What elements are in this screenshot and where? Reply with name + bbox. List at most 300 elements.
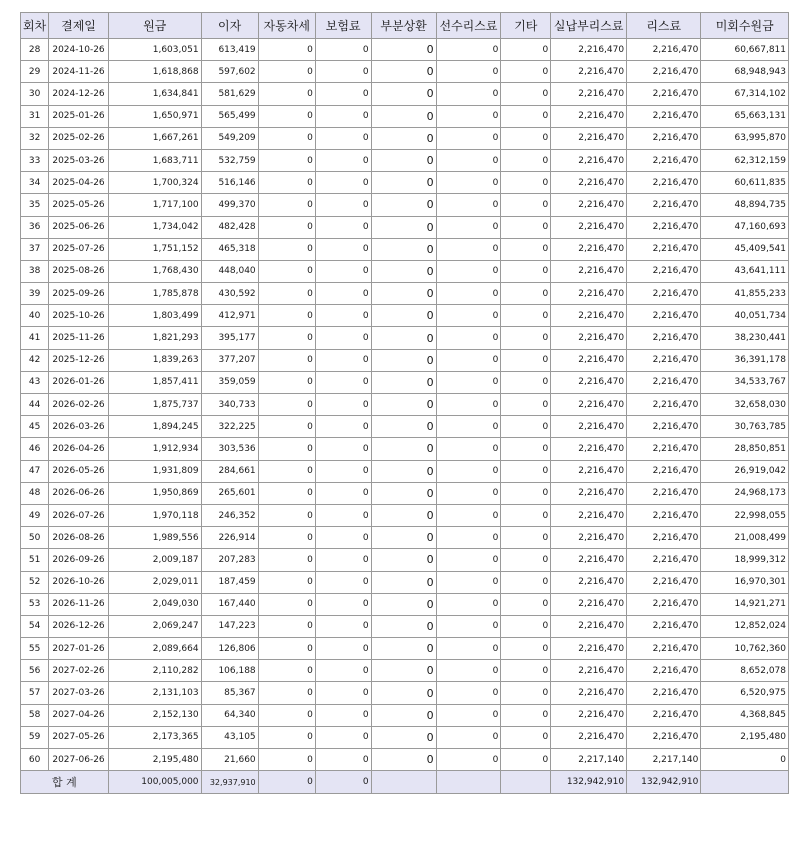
cell-actual-payment: 2,216,470 [551,504,627,526]
cell-insurance: 0 [315,216,371,238]
cell-prepaid-lease: 0 [436,127,501,149]
cell-lease-fee: 2,216,470 [627,260,701,282]
table-row [21,615,789,637]
cell-car-tax: 0 [258,749,315,771]
cell-principal: 2,069,247 [108,615,201,637]
table-row [21,283,789,305]
table-row [21,216,789,238]
cell-partial-repayment: 0 [371,394,436,416]
cell-prepaid-lease: 0 [436,327,501,349]
cell-remaining-principal: 34,533,767 [701,371,789,393]
cell-car-tax: 0 [258,460,315,482]
cell-installment: 51 [21,549,49,571]
cell-lease-fee: 2,216,470 [627,238,701,260]
cell-other: 0 [501,571,551,593]
totals-lease-fee: 132,942,910 [627,771,701,794]
cell-principal: 1,821,293 [108,327,201,349]
cell-payment-date: 2024-10-26 [49,39,109,61]
cell-partial-repayment: 0 [371,615,436,637]
cell-payment-date: 2027-06-26 [49,749,109,771]
cell-car-tax: 0 [258,371,315,393]
cell-payment-date: 2026-09-26 [49,549,109,571]
cell-car-tax: 0 [258,615,315,637]
cell-car-tax: 0 [258,39,315,61]
cell-interest: 395,177 [201,327,258,349]
cell-lease-fee: 2,216,470 [627,726,701,748]
cell-partial-repayment: 0 [371,172,436,194]
col-header-partial-repayment: 부분상환 [371,13,436,39]
table-row [21,660,789,682]
cell-interest: 597,602 [201,61,258,83]
cell-partial-repayment: 0 [371,61,436,83]
cell-partial-repayment: 0 [371,371,436,393]
cell-partial-repayment: 0 [371,749,436,771]
totals-label: 합 계 [21,771,109,794]
cell-principal: 2,029,011 [108,571,201,593]
table-row [21,349,789,371]
cell-car-tax: 0 [258,172,315,194]
cell-other: 0 [501,127,551,149]
table-row [21,194,789,216]
cell-principal: 1,912,934 [108,438,201,460]
cell-installment: 35 [21,194,49,216]
cell-remaining-principal: 26,919,042 [701,460,789,482]
cell-insurance: 0 [315,394,371,416]
col-header-installment: 회차 [21,13,49,39]
cell-interest: 482,428 [201,216,258,238]
cell-payment-date: 2026-04-26 [49,438,109,460]
cell-prepaid-lease: 0 [436,682,501,704]
cell-insurance: 0 [315,549,371,571]
cell-interest: 167,440 [201,593,258,615]
cell-other: 0 [501,749,551,771]
cell-insurance: 0 [315,127,371,149]
cell-actual-payment: 2,216,470 [551,482,627,504]
cell-lease-fee: 2,216,470 [627,194,701,216]
cell-partial-repayment: 0 [371,260,436,282]
cell-payment-date: 2026-11-26 [49,593,109,615]
cell-lease-fee: 2,216,470 [627,571,701,593]
cell-installment: 29 [21,61,49,83]
cell-principal: 1,650,971 [108,105,201,127]
cell-insurance: 0 [315,327,371,349]
cell-payment-date: 2025-02-26 [49,127,109,149]
cell-car-tax: 0 [258,593,315,615]
table-row [21,416,789,438]
cell-principal: 1,751,152 [108,238,201,260]
cell-payment-date: 2025-10-26 [49,305,109,327]
cell-other: 0 [501,638,551,660]
cell-other: 0 [501,327,551,349]
cell-insurance: 0 [315,194,371,216]
table-row [21,460,789,482]
cell-principal: 1,931,809 [108,460,201,482]
cell-installment: 52 [21,571,49,593]
cell-payment-date: 2025-01-26 [49,105,109,127]
cell-interest: 43,105 [201,726,258,748]
cell-other: 0 [501,216,551,238]
cell-installment: 57 [21,682,49,704]
table-row [21,327,789,349]
col-header-other: 기타 [501,13,551,39]
table-row [21,749,789,771]
cell-remaining-principal: 16,970,301 [701,571,789,593]
cell-prepaid-lease: 0 [436,349,501,371]
cell-remaining-principal: 28,850,851 [701,438,789,460]
cell-prepaid-lease: 0 [436,638,501,660]
cell-payment-date: 2024-11-26 [49,61,109,83]
cell-installment: 60 [21,749,49,771]
cell-payment-date: 2026-12-26 [49,615,109,637]
cell-car-tax: 0 [258,283,315,305]
cell-installment: 56 [21,660,49,682]
cell-remaining-principal: 10,762,360 [701,638,789,660]
cell-lease-fee: 2,216,470 [627,127,701,149]
cell-actual-payment: 2,216,470 [551,238,627,260]
cell-remaining-principal: 60,667,811 [701,39,789,61]
cell-lease-fee: 2,216,470 [627,438,701,460]
cell-lease-fee: 2,216,470 [627,83,701,105]
cell-insurance: 0 [315,504,371,526]
cell-installment: 31 [21,105,49,127]
cell-insurance: 0 [315,460,371,482]
col-header-insurance: 보험료 [315,13,371,39]
col-header-actual-payment: 실납부리스료 [551,13,627,39]
cell-actual-payment: 2,216,470 [551,83,627,105]
cell-other: 0 [501,460,551,482]
cell-interest: 377,207 [201,349,258,371]
cell-actual-payment: 2,216,470 [551,349,627,371]
cell-car-tax: 0 [258,327,315,349]
cell-insurance: 0 [315,482,371,504]
cell-principal: 2,131,103 [108,682,201,704]
table-row [21,83,789,105]
cell-lease-fee: 2,216,470 [627,216,701,238]
cell-insurance: 0 [315,305,371,327]
cell-car-tax: 0 [258,394,315,416]
cell-principal: 2,110,282 [108,660,201,682]
cell-partial-repayment: 0 [371,305,436,327]
cell-insurance: 0 [315,438,371,460]
cell-insurance: 0 [315,238,371,260]
table-row [21,638,789,660]
cell-other: 0 [501,482,551,504]
cell-interest: 226,914 [201,527,258,549]
cell-partial-repayment: 0 [371,349,436,371]
cell-other: 0 [501,238,551,260]
totals-row [21,771,789,794]
cell-interest: 359,059 [201,371,258,393]
cell-interest: 106,188 [201,660,258,682]
cell-prepaid-lease: 0 [436,482,501,504]
cell-prepaid-lease: 0 [436,704,501,726]
cell-insurance: 0 [315,149,371,171]
cell-car-tax: 0 [258,704,315,726]
cell-insurance: 0 [315,105,371,127]
cell-car-tax: 0 [258,238,315,260]
table-row [21,482,789,504]
cell-remaining-principal: 38,230,441 [701,327,789,349]
cell-other: 0 [501,549,551,571]
cell-insurance: 0 [315,172,371,194]
cell-remaining-principal: 48,894,735 [701,194,789,216]
cell-installment: 32 [21,127,49,149]
cell-car-tax: 0 [258,504,315,526]
cell-principal: 1,950,869 [108,482,201,504]
cell-principal: 1,839,263 [108,349,201,371]
cell-remaining-principal: 65,663,131 [701,105,789,127]
cell-prepaid-lease: 0 [436,571,501,593]
table-row [21,504,789,526]
cell-payment-date: 2027-02-26 [49,660,109,682]
cell-installment: 58 [21,704,49,726]
cell-partial-repayment: 0 [371,327,436,349]
cell-remaining-principal: 14,921,271 [701,593,789,615]
cell-car-tax: 0 [258,571,315,593]
totals-other [501,771,551,794]
cell-principal: 2,049,030 [108,593,201,615]
cell-lease-fee: 2,216,470 [627,327,701,349]
cell-actual-payment: 2,216,470 [551,127,627,149]
cell-partial-repayment: 0 [371,416,436,438]
cell-lease-fee: 2,216,470 [627,283,701,305]
cell-interest: 207,283 [201,549,258,571]
table-row [21,61,789,83]
cell-prepaid-lease: 0 [436,416,501,438]
cell-principal: 1,894,245 [108,416,201,438]
cell-principal: 2,195,480 [108,749,201,771]
cell-remaining-principal: 67,314,102 [701,83,789,105]
cell-payment-date: 2027-01-26 [49,638,109,660]
cell-installment: 49 [21,504,49,526]
cell-installment: 55 [21,638,49,660]
cell-payment-date: 2025-08-26 [49,260,109,282]
totals-partial-repayment [371,771,436,794]
cell-principal: 2,152,130 [108,704,201,726]
cell-other: 0 [501,704,551,726]
cell-actual-payment: 2,216,470 [551,571,627,593]
cell-prepaid-lease: 0 [436,216,501,238]
cell-partial-repayment: 0 [371,39,436,61]
cell-car-tax: 0 [258,482,315,504]
cell-principal: 2,173,365 [108,726,201,748]
cell-other: 0 [501,371,551,393]
cell-partial-repayment: 0 [371,638,436,660]
cell-installment: 47 [21,460,49,482]
cell-actual-payment: 2,216,470 [551,260,627,282]
cell-payment-date: 2025-07-26 [49,238,109,260]
cell-installment: 46 [21,438,49,460]
table-header [21,13,789,39]
cell-prepaid-lease: 0 [436,593,501,615]
table-row [21,105,789,127]
cell-principal: 1,667,261 [108,127,201,149]
cell-car-tax: 0 [258,726,315,748]
cell-car-tax: 0 [258,83,315,105]
cell-principal: 1,634,841 [108,83,201,105]
cell-insurance: 0 [315,283,371,305]
cell-prepaid-lease: 0 [436,61,501,83]
cell-interest: 187,459 [201,571,258,593]
cell-payment-date: 2026-10-26 [49,571,109,593]
cell-other: 0 [501,593,551,615]
cell-interest: 322,225 [201,416,258,438]
cell-lease-fee: 2,216,470 [627,394,701,416]
cell-actual-payment: 2,216,470 [551,149,627,171]
cell-remaining-principal: 24,968,173 [701,482,789,504]
cell-remaining-principal: 40,051,734 [701,305,789,327]
cell-insurance: 0 [315,571,371,593]
cell-installment: 48 [21,482,49,504]
cell-insurance: 0 [315,527,371,549]
cell-remaining-principal: 41,855,233 [701,283,789,305]
cell-installment: 54 [21,615,49,637]
cell-other: 0 [501,61,551,83]
totals-prepaid-lease [436,771,501,794]
table-row [21,682,789,704]
cell-principal: 1,857,411 [108,371,201,393]
table-row [21,549,789,571]
cell-prepaid-lease: 0 [436,549,501,571]
cell-partial-repayment: 0 [371,83,436,105]
cell-interest: 147,223 [201,615,258,637]
table-row [21,149,789,171]
cell-remaining-principal: 60,611,835 [701,172,789,194]
cell-installment: 30 [21,83,49,105]
cell-actual-payment: 2,216,470 [551,194,627,216]
cell-installment: 43 [21,371,49,393]
cell-payment-date: 2024-12-26 [49,83,109,105]
cell-principal: 1,734,042 [108,216,201,238]
cell-partial-repayment: 0 [371,549,436,571]
cell-remaining-principal: 30,763,785 [701,416,789,438]
cell-actual-payment: 2,216,470 [551,216,627,238]
cell-actual-payment: 2,216,470 [551,527,627,549]
cell-prepaid-lease: 0 [436,660,501,682]
cell-insurance: 0 [315,371,371,393]
cell-principal: 1,768,430 [108,260,201,282]
cell-actual-payment: 2,216,470 [551,615,627,637]
cell-lease-fee: 2,216,470 [627,460,701,482]
cell-installment: 39 [21,283,49,305]
cell-remaining-principal: 45,409,541 [701,238,789,260]
cell-other: 0 [501,305,551,327]
cell-lease-fee: 2,217,140 [627,749,701,771]
cell-principal: 1,803,499 [108,305,201,327]
cell-other: 0 [501,105,551,127]
cell-installment: 40 [21,305,49,327]
cell-insurance: 0 [315,39,371,61]
cell-interest: 126,806 [201,638,258,660]
cell-interest: 85,367 [201,682,258,704]
cell-lease-fee: 2,216,470 [627,61,701,83]
cell-other: 0 [501,394,551,416]
cell-interest: 265,601 [201,482,258,504]
table-row [21,571,789,593]
table-row [21,527,789,549]
cell-remaining-principal: 22,998,055 [701,504,789,526]
cell-actual-payment: 2,216,470 [551,39,627,61]
cell-principal: 1,717,100 [108,194,201,216]
col-header-payment-date: 결제일 [49,13,109,39]
col-header-remaining-principal: 미회수원금 [701,13,789,39]
cell-payment-date: 2025-09-26 [49,283,109,305]
cell-insurance: 0 [315,660,371,682]
cell-principal: 1,700,324 [108,172,201,194]
cell-actual-payment: 2,216,470 [551,394,627,416]
cell-remaining-principal: 36,391,178 [701,349,789,371]
cell-payment-date: 2027-05-26 [49,726,109,748]
cell-partial-repayment: 0 [371,482,436,504]
table-row [21,260,789,282]
cell-insurance: 0 [315,61,371,83]
cell-interest: 303,536 [201,438,258,460]
cell-interest: 64,340 [201,704,258,726]
cell-installment: 59 [21,726,49,748]
cell-payment-date: 2025-06-26 [49,216,109,238]
cell-payment-date: 2026-08-26 [49,527,109,549]
cell-partial-repayment: 0 [371,726,436,748]
cell-car-tax: 0 [258,682,315,704]
cell-remaining-principal: 6,520,975 [701,682,789,704]
cell-prepaid-lease: 0 [436,615,501,637]
cell-insurance: 0 [315,593,371,615]
cell-prepaid-lease: 0 [436,283,501,305]
cell-other: 0 [501,527,551,549]
totals-remaining-principal [701,771,789,794]
cell-interest: 284,661 [201,460,258,482]
cell-installment: 42 [21,349,49,371]
cell-prepaid-lease: 0 [436,438,501,460]
cell-partial-repayment: 0 [371,194,436,216]
cell-actual-payment: 2,216,470 [551,704,627,726]
cell-payment-date: 2027-03-26 [49,682,109,704]
cell-car-tax: 0 [258,149,315,171]
lease-schedule-table [20,12,789,794]
cell-partial-repayment: 0 [371,149,436,171]
cell-remaining-principal: 68,948,943 [701,61,789,83]
cell-car-tax: 0 [258,305,315,327]
cell-lease-fee: 2,216,470 [627,527,701,549]
cell-actual-payment: 2,216,470 [551,549,627,571]
cell-lease-fee: 2,216,470 [627,305,701,327]
cell-interest: 430,592 [201,283,258,305]
cell-installment: 36 [21,216,49,238]
cell-car-tax: 0 [258,438,315,460]
cell-car-tax: 0 [258,61,315,83]
cell-actual-payment: 2,216,470 [551,593,627,615]
cell-partial-repayment: 0 [371,660,436,682]
cell-lease-fee: 2,216,470 [627,482,701,504]
cell-interest: 499,370 [201,194,258,216]
cell-lease-fee: 2,216,470 [627,704,701,726]
cell-installment: 45 [21,416,49,438]
cell-car-tax: 0 [258,549,315,571]
cell-partial-repayment: 0 [371,216,436,238]
cell-payment-date: 2025-03-26 [49,149,109,171]
cell-remaining-principal: 8,652,078 [701,660,789,682]
cell-lease-fee: 2,216,470 [627,593,701,615]
cell-lease-fee: 2,216,470 [627,615,701,637]
cell-prepaid-lease: 0 [436,305,501,327]
cell-prepaid-lease: 0 [436,39,501,61]
cell-partial-repayment: 0 [371,460,436,482]
cell-remaining-principal: 43,641,111 [701,260,789,282]
cell-lease-fee: 2,216,470 [627,504,701,526]
col-header-principal: 원금 [108,13,201,39]
cell-actual-payment: 2,216,470 [551,638,627,660]
table-row [21,127,789,149]
